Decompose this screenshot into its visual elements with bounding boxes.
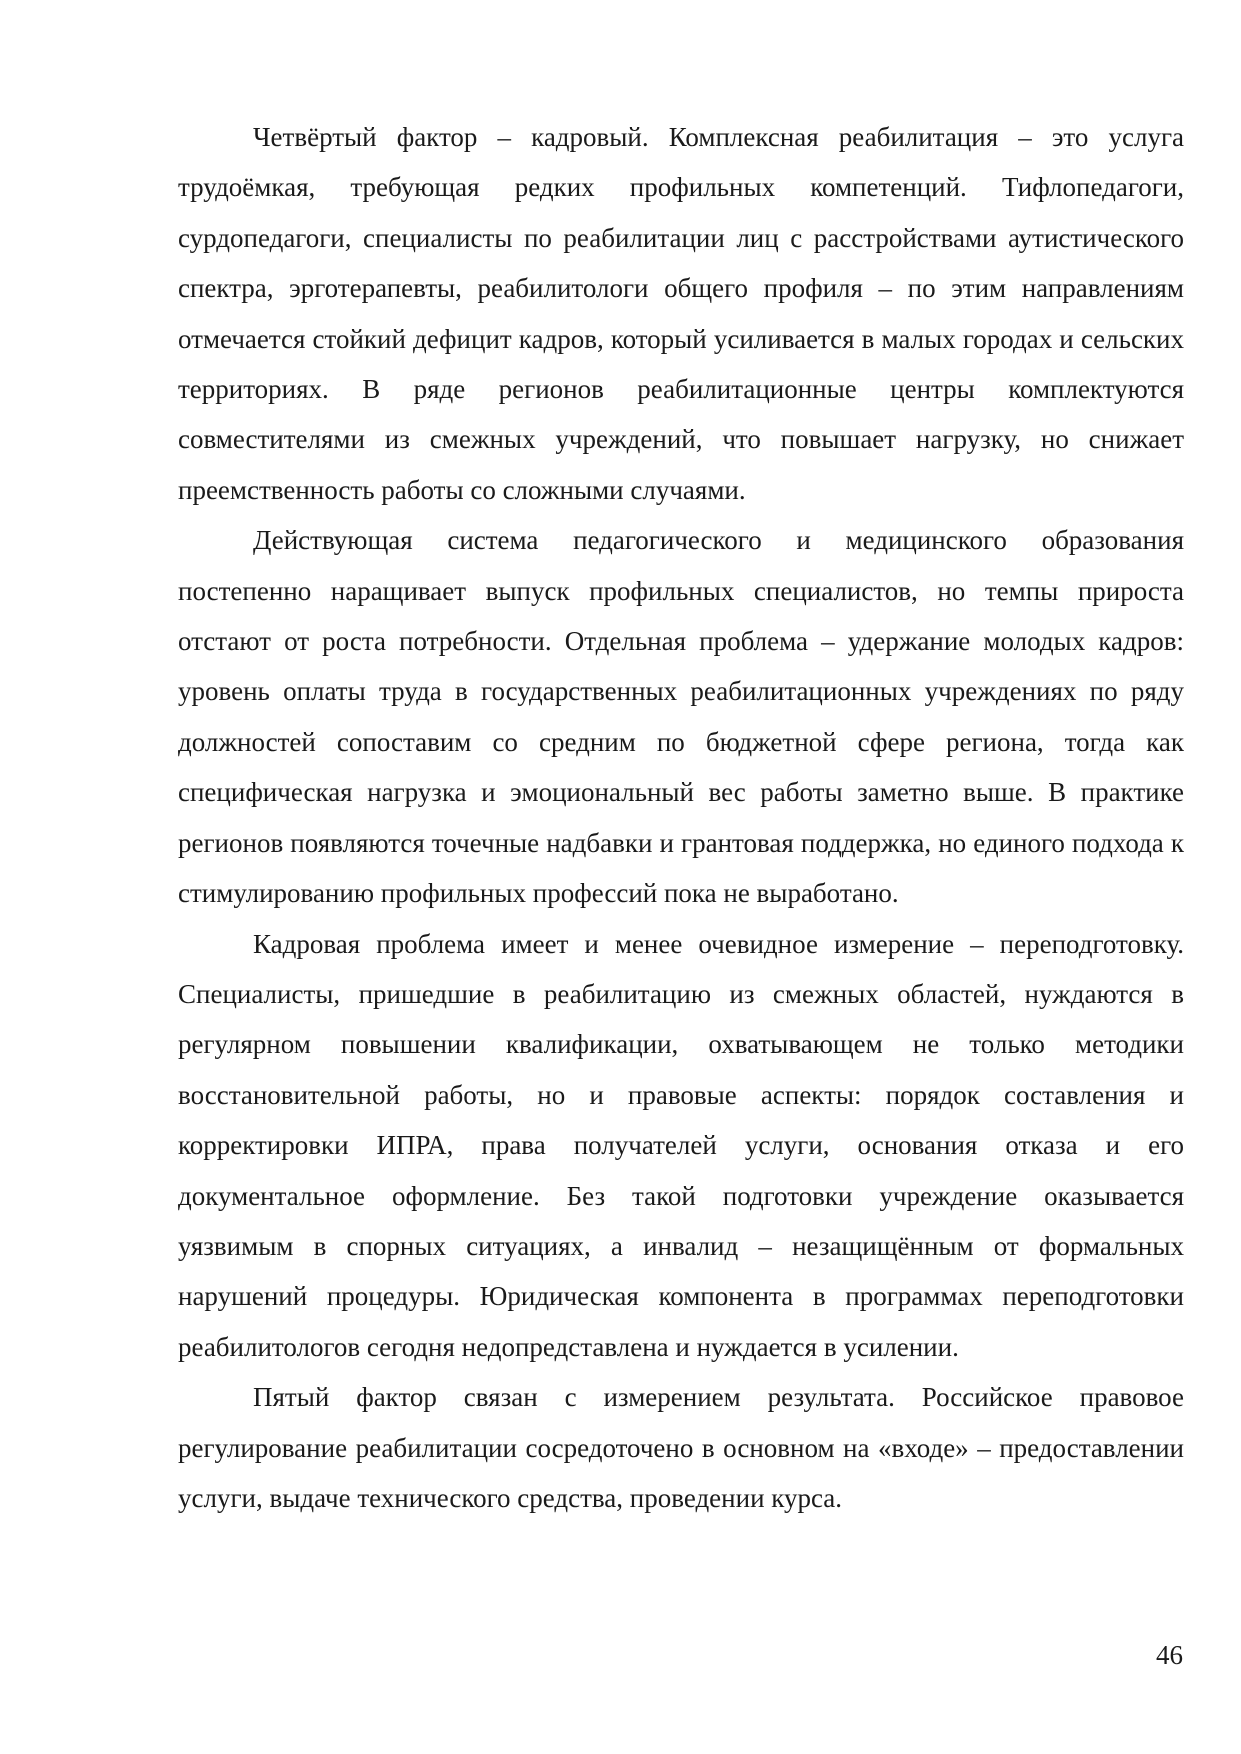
paragraph-staffing-factor: Четвёртый фактор – кадровый. Комплексная реабилитация – это услуга трудоёмкая, требующая редких профильных компетенций. Тифлопедагоги, сурдопедагоги, специалисты по реабилитации лиц с расстройствами аутистического спектра, эрготерапевты, реабилитологи общего профиля – по этим направлениям отмечается стойкий дефицит кадров, который усиливается в малых городах и сельских территориях. В ряде регионов реабилитационные центры комплектуются совместителями из смежных учреждений, что повышает нагрузку, но снижает преемственность работы со сложными случаями.: [178, 122, 1184, 505]
paragraph-retraining: Кадровая проблема имеет и менее очевидное измерение – переподготовку. Специалисты, пришедшие в реабилитацию из смежных областей, нуждаются в регулярном повышении квалификации, охватывающем не только методики восстановительной работы, но и правовые аспекты: порядок составления и корректировки ИПРА, права получателей услуги, основания отказа и его документальное оформление. Без такой подготовки учреждение оказывается уязвимым в спорных ситуациях, а инвалид – незащищённым от формальных нарушений процедуры. Юридическая компонента в программах переподготовки реабилитологов сегодня недопредставлена и нуждается в усилении.: [178, 928, 1184, 1362]
paragraph-education-system: Действующая система педагогического и медицинского образования постепенно наращивает выпуск профильных специалистов, но темпы прироста отстают от роста потребности. Отдельная проблема – удержание молодых кадров: уровень оплаты труда в государственных реабилитационных учреждениях по ряду должностей сопоставим со средним по бюджетной сфере региона, тогда как специфическая нагрузка и эмоциональный вес работы заметно выше. В практике регионов появляются точечные надбавки и грантовая поддержка, но единого подхода к стимулированию профильных профессий пока не выработано.: [178, 525, 1184, 909]
page-number: 46: [1156, 1640, 1183, 1670]
body-text: [178, 112, 1184, 1523]
paragraph-fifth-factor: Пятый фактор связан с измерением результата. Российское правовое регулирование реабилитации сосредоточено в основном на «входе» – предоставлении услуги, выдаче технического средства, проведении курса.: [178, 1382, 1184, 1513]
